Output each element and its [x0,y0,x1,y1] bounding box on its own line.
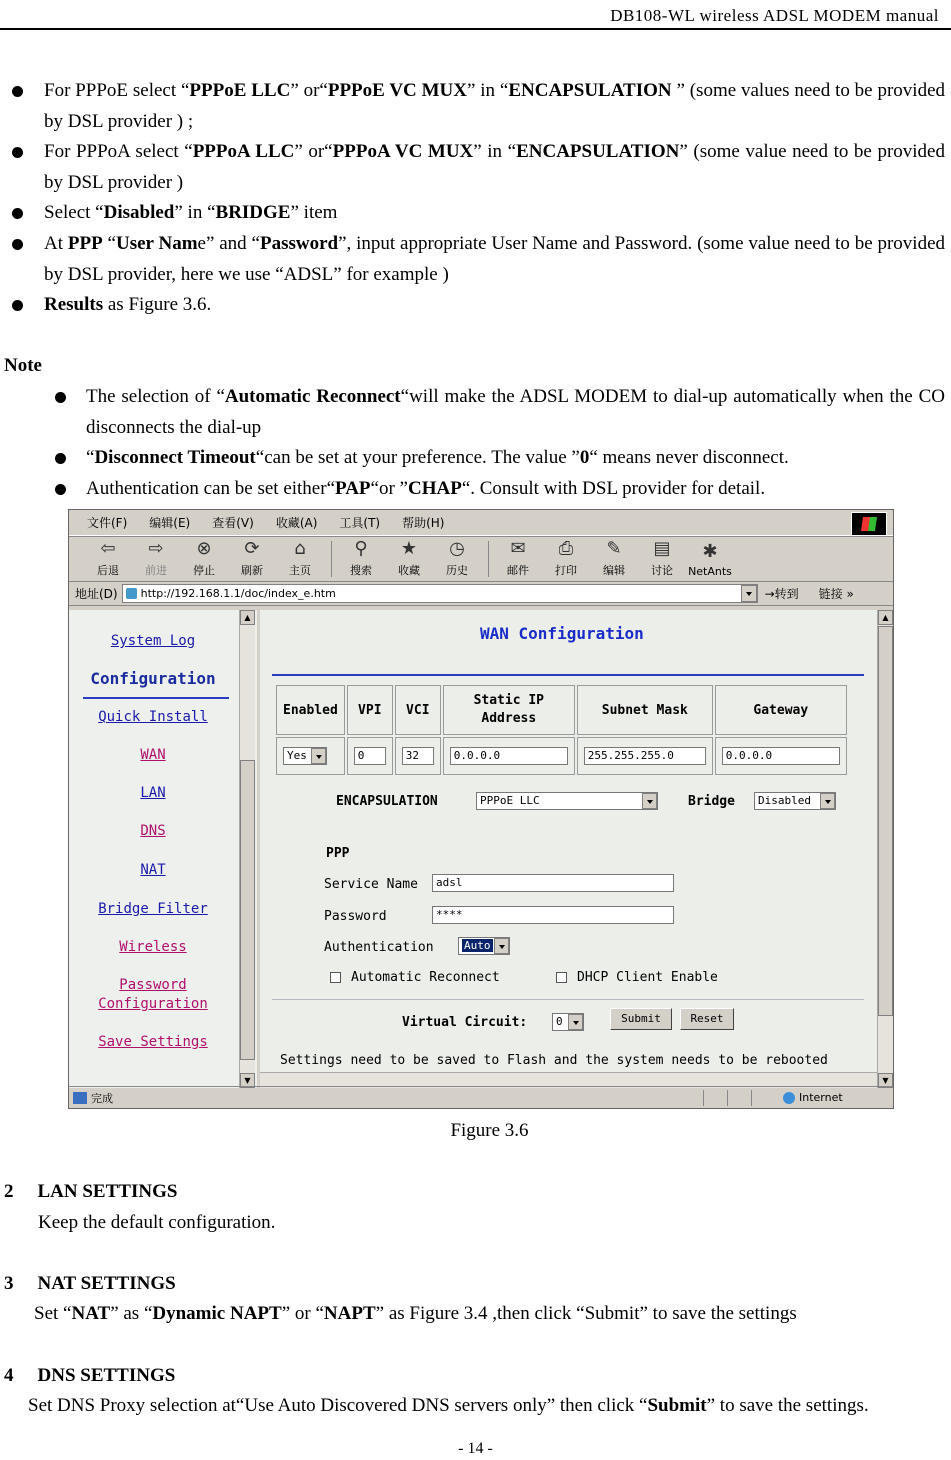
reset-button[interactable]: Reset [680,1008,734,1030]
gateway-input[interactable]: 0.0.0.0 [722,747,840,765]
dhcp-client-option[interactable]: DHCP Client Enable [556,970,718,985]
url-input[interactable]: http://192.168.1.1/doc/index_e.htm [122,584,758,603]
windows-logo-icon [851,512,887,536]
section-3-body: Set “NAT” as “Dynamic NAPT” or “NAPT” as Figure 3.4 ,then click “Submit” to save the settings [34,1303,797,1324]
nav-dns[interactable]: DNS [140,823,166,839]
section-rule [272,999,864,1000]
virtual-circuit-label: Virtual Circuit: [402,1015,528,1030]
header-rule [0,28,951,30]
favorites-button[interactable]: ★ 收藏 [398,538,420,577]
bullet-list [0,76,951,321]
nav-quick-install[interactable]: Quick Install [98,709,208,725]
browser-toolbar [69,536,893,582]
submit-button[interactable]: Submit [610,1008,672,1030]
auto-reconnect-checkbox[interactable] [330,972,341,983]
nav-rule [83,697,229,699]
section-2-heading: 2 LAN SETTINGS [4,1181,178,1202]
page-title: WAN Configuration [480,624,644,643]
chevron-down-icon [568,1014,583,1030]
nav-frame [69,610,257,1088]
note-item: Authentication can be set either“PAP“or ”CHAP“. Consult with DSL provider for detail. [0,474,951,505]
netants-icon: ✱ [702,541,718,562]
history-button[interactable]: ◷ 历史 [446,538,468,577]
section-3-heading: 3 NAT SETTINGS [4,1273,176,1294]
chevron-down-icon [494,938,509,954]
static-ip-input[interactable]: 0.0.0.0 [450,747,568,765]
note-list [0,382,951,504]
forward-button[interactable]: ⇨ 前进 [145,538,167,577]
nav-password[interactable]: Password [119,977,187,993]
note-item: The selection of “Automatic Reconnect“will make the ADSL MODEM to dial-up automatically when the CO disconnects the dial-up [0,382,951,443]
vci-input[interactable]: 32 [402,747,434,765]
print-icon: ⎙ [558,538,574,559]
password-label: Password [324,909,387,924]
bullet-item: Select “Disabled” in “BRIDGE” item [0,198,951,229]
col-gateway: Gateway [715,685,847,735]
bullet-item: For PPPoA select “PPPoA LLC” or“PPPoA VC MUX” in “ENCAPSULATION” (some value need to be provided by DSL provider ) [0,137,951,198]
page-viewport [69,610,894,1088]
page-icon [73,1092,87,1104]
nav-configuration-heading: Configuration [90,669,216,688]
wan-table [274,683,849,777]
nav-scrollbar[interactable]: ▲ ▼ [239,610,255,1088]
title-rule [272,674,864,676]
edit-button[interactable]: ✎ 编辑 [603,538,625,577]
bullet-item: For PPPoE select “PPPoE LLC” or“PPPoE VC MUX” in “ENCAPSULATION ” (some values need to be provided by DSL provider ) ; [0,76,951,137]
section-4-heading: 4 DNS SETTINGS [4,1365,176,1386]
nav-wireless[interactable]: Wireless [119,939,187,955]
nav-bridge-filter[interactable]: Bridge Filter [98,901,208,917]
ppp-label: PPP [326,846,350,861]
home-icon: ⌂ [294,538,306,559]
internet-zone-icon [783,1092,795,1104]
save-notice: Settings need to be saved to Flash and the system needs to be rebooted [280,1053,828,1068]
authentication-label: Authentication [324,940,434,955]
nav-lan[interactable]: LAN [140,785,166,801]
service-name-label: Service Name [324,877,418,892]
bridge-label: Bridge [688,794,735,809]
password-input[interactable]: **** [432,906,674,924]
dhcp-client-checkbox[interactable] [556,972,567,983]
nav-nat[interactable]: NAT [140,862,166,878]
menu-file[interactable]: 文件(F) [87,516,128,530]
back-button[interactable]: ⇦ 后退 [97,538,119,577]
auto-reconnect-option[interactable]: Automatic Reconnect [330,970,500,985]
stop-button[interactable]: ⊗ 停止 [193,538,215,577]
note-title: Note [4,355,42,376]
section-2-body: Keep the default configuration. [38,1212,276,1233]
table-row [276,737,847,775]
menu-favorites[interactable]: 收藏(A) [275,516,318,530]
menu-tools[interactable]: 工具(T) [339,516,381,530]
menu-bar [69,510,893,536]
wan-config-frame [260,610,877,1088]
favorites-icon: ★ [400,538,418,559]
menu-view[interactable]: 查看(V) [212,516,254,530]
go-button[interactable]: →转到 [764,587,799,601]
encapsulation-select[interactable]: PPPoE LLC [476,792,658,810]
status-text: 完成 [91,1091,113,1105]
discuss-icon: ▤ [653,538,671,559]
chevron-down-icon[interactable] [741,585,757,602]
menu-edit[interactable]: 编辑(E) [149,516,191,530]
content-scrollbar[interactable]: ▲ ▼ [877,610,893,1088]
search-button[interactable]: ⚲ 搜索 [350,538,372,577]
zone-label: Internet [799,1091,843,1104]
nav-save-settings[interactable]: Save Settings [98,1034,208,1050]
address-bar [69,582,893,606]
mail-button[interactable]: ✉ 邮件 [507,538,529,577]
print-button[interactable]: ⎙ 打印 [555,538,577,577]
back-icon: ⇦ [100,538,116,559]
nav-password-configuration[interactable]: Configuration [98,996,208,1012]
col-enabled: Enabled [276,685,345,735]
col-vci: VCI [395,685,441,735]
chevron-down-icon [642,793,657,809]
menu-help[interactable]: 帮助(H) [402,516,445,530]
note-item: “Disconnect Timeout“can be set at your preference. The value ”0“ means never disconnect. [0,443,951,474]
section-4-body: Set DNS Proxy selection at“Use Auto Discovered DNS servers only” then click “Submit” to save the settings. [28,1395,869,1416]
toolbar-separator [488,541,489,577]
enabled-select[interactable]: Yes [283,747,327,765]
bridge-select[interactable]: Disabled [754,792,836,810]
virtual-circuit-select[interactable]: 0 [552,1013,584,1031]
service-name-input[interactable]: adsl [432,874,674,892]
subnet-mask-input[interactable]: 255.255.255.0 [584,747,706,765]
vpi-input[interactable]: 0 [354,747,386,765]
chevron-down-icon [820,793,835,809]
forward-icon: ⇨ [148,538,164,559]
links-button[interactable]: 链接 » [818,587,854,601]
discuss-button[interactable]: ▤ 讨论 [651,538,673,577]
col-vpi: VPI [347,685,393,735]
address-label: 地址(D) [75,587,118,601]
chevron-down-icon [311,748,326,764]
search-icon: ⚲ [354,538,368,559]
page-number: - 14 - [458,1440,493,1457]
history-icon: ◷ [449,538,465,559]
home-button[interactable]: ⌂ 主页 [289,538,311,577]
page-header: DB108-WL wireless ADSL MODEM manual [610,6,939,25]
figure-caption: Figure 3.6 [450,1120,529,1141]
browser-screenshot [68,509,894,1109]
netants-button[interactable]: ✱ NetAnts [688,541,732,578]
nav-wan[interactable]: WAN [140,747,166,763]
col-static-ip: Static IP Address [443,685,575,735]
nav-system-log[interactable]: System Log [110,633,196,649]
col-subnet-mask: Subnet Mask [577,685,713,735]
toolbar-separator [331,541,332,577]
stop-icon: ⊗ [196,538,212,559]
authentication-select[interactable]: Auto [458,937,510,955]
refresh-icon: ⟳ [244,538,260,559]
status-bar [69,1086,894,1108]
bullet-item: Results as Figure 3.6. [0,290,951,321]
mail-icon: ✉ [510,538,526,559]
encapsulation-label: ENCAPSULATION [336,794,438,809]
refresh-button[interactable]: ⟳ 刷新 [241,538,263,577]
edit-icon: ✎ [606,538,622,559]
bullet-item: At PPP “User Name” and “Password”, input appropriate User Name and Password. (some value need to be provided by DSL provider, here we use “ADSL” for example ) [0,229,951,290]
